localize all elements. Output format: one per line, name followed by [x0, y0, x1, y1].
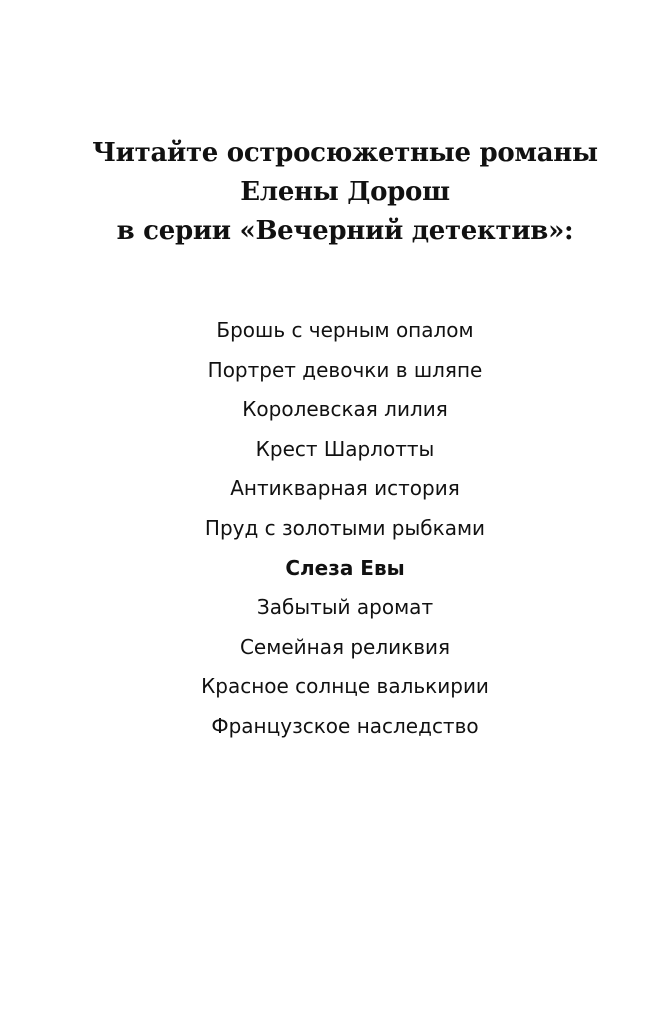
book-title: Портрет девочки в шляпе: [207, 357, 483, 382]
book-list: [0, 311, 662, 747]
book-title: Пруд с золотыми рыбками: [204, 515, 486, 540]
book-title: Семейная реликвия: [239, 634, 451, 659]
book-title: Антикварная история: [230, 476, 460, 501]
heading-line-2: Елены Дорош: [240, 177, 450, 207]
book-title: Французское наследство: [211, 713, 479, 738]
heading-line-1: Читайте остросюжетные романы: [92, 138, 598, 168]
page-heading: [0, 134, 662, 251]
book-title: Брошь с черным опалом: [216, 318, 474, 342]
book-title: Забытый аромат: [256, 595, 434, 620]
heading-line-3: в серии «Вечерний детектив»:: [116, 216, 574, 246]
book-title: Королевская лилия: [242, 397, 448, 422]
book-title: Красное солнце валькирии: [201, 674, 489, 699]
book-title: Крест Шарлотты: [255, 436, 435, 461]
book-title-featured: Слеза Евы: [285, 555, 405, 580]
